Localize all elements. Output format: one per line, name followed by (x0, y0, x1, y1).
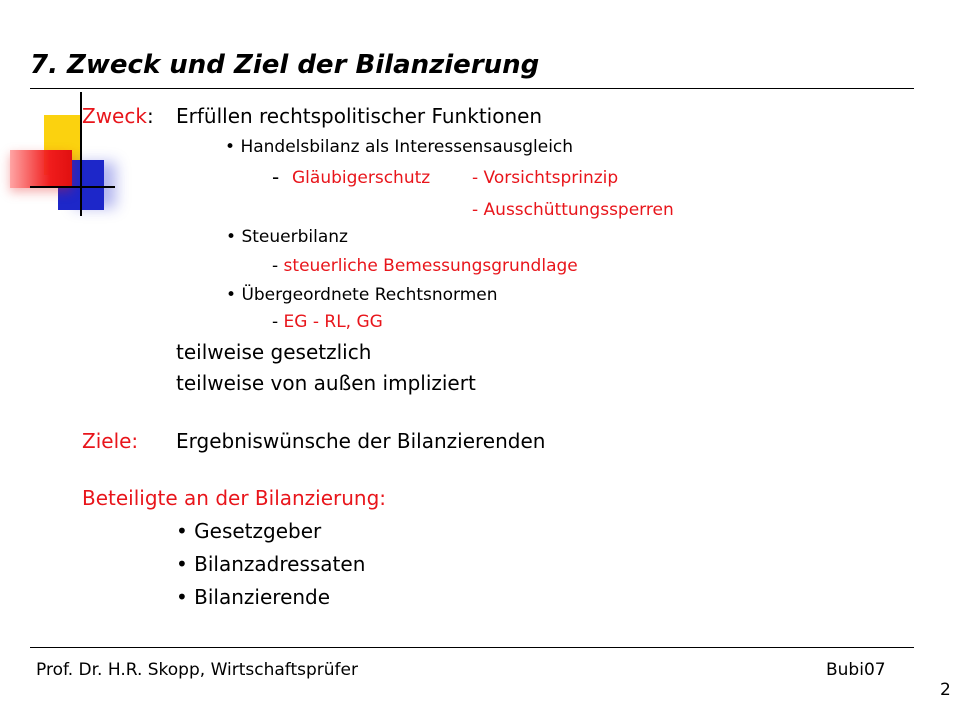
beteiligte-item: Gesetzgeber (194, 519, 322, 543)
bemessungsgrundlage: steuerliche Bemessungsgrundlage (283, 256, 578, 276)
footer-code: Bubi07 (826, 660, 886, 680)
teilweise-gesetzlich: teilweise gesetzlich (176, 340, 372, 364)
rechtsnormen-sub (272, 312, 383, 332)
ausschuettungssperren: - Ausschüttungssperren (472, 200, 674, 220)
handelsbilanz-text: Handelsbilanz als Interessensausgleich (240, 137, 574, 157)
bullet-icon: • (225, 137, 236, 157)
slide-title: 7. Zweck und Ziel der Bilanzierung (30, 50, 540, 80)
list-item (176, 552, 365, 576)
zweck-label: Zweck (82, 104, 147, 128)
steuerbilanz-item (226, 227, 348, 247)
rechtsnormen-item (226, 285, 498, 305)
bullet-icon: • (176, 585, 188, 609)
dash: - (272, 312, 279, 332)
list-item (176, 585, 330, 609)
footer-author: Prof. Dr. H.R. Skopp, Wirtschaftsprüfer (36, 660, 358, 680)
rechtsnormen-text: Übergeordnete Rechtsnormen (241, 285, 498, 305)
zweck-line (82, 104, 154, 128)
decor-red-square (10, 150, 72, 188)
steuerbilanz-sub (272, 256, 578, 276)
steuerbilanz-text: Steuerbilanz (241, 227, 348, 247)
bullet-icon: • (176, 519, 188, 543)
beteiligte-item: Bilanzierende (194, 585, 331, 609)
list-item (176, 519, 321, 543)
page-number: 2 (940, 680, 951, 700)
glaeubigerschutz: Gläubigerschutz (292, 168, 431, 188)
beteiligte-item: Bilanzadressaten (194, 552, 366, 576)
footer-rule (30, 647, 914, 648)
ziele-label: Ziele: (82, 429, 139, 453)
beteiligte-heading: Beteiligte an der Bilanzierung: (82, 486, 387, 510)
zweck-text: Erfüllen rechtspolitischer Funktionen (176, 104, 543, 128)
title-rule (30, 88, 914, 89)
vorsichtsprinzip: - Vorsichtsprinzip (472, 168, 619, 188)
bullet-icon: • (226, 285, 237, 305)
bullet-icon: • (176, 552, 188, 576)
decor-horizontal-line (30, 186, 115, 188)
bullet-icon: • (226, 227, 237, 247)
eg-rl-gg: EG - RL, GG (283, 312, 383, 332)
teilweise-impliziert: teilweise von außen impliziert (176, 371, 476, 395)
dash: - (272, 165, 280, 189)
ziele-text: Ergebniswünsche der Bilanzierenden (176, 429, 546, 453)
dash: - (272, 256, 279, 276)
handelsbilanz-item (225, 137, 573, 157)
zweck-colon: : (146, 104, 154, 128)
